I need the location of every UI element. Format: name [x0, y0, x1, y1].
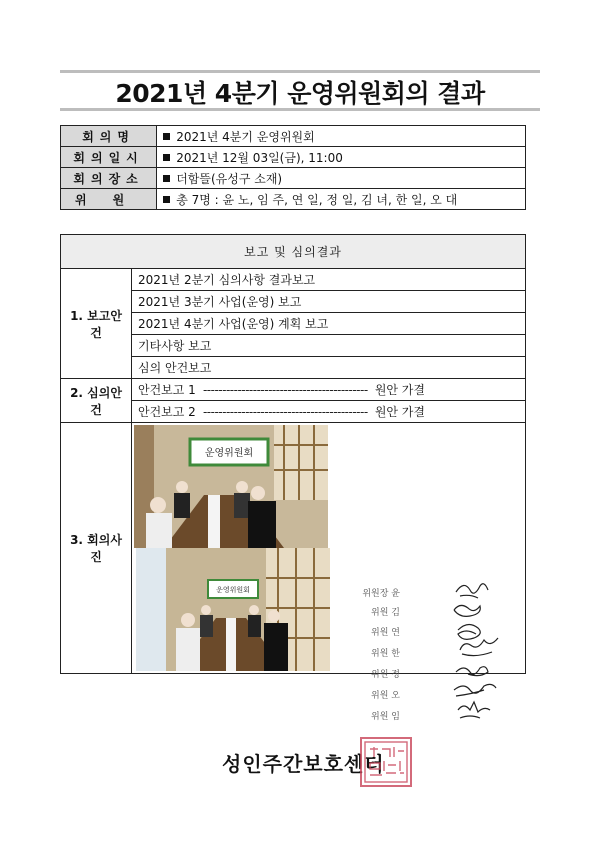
agenda-item — [132, 401, 526, 423]
handwritten-signatures — [450, 578, 530, 728]
section-title: 1. 보고안건 — [61, 269, 132, 379]
signature-label: 위원 임 — [371, 712, 400, 722]
info-value: 2021년 12월 03일(금), 11:00 — [157, 147, 526, 168]
photo-banner-text: 운영위원회 — [204, 448, 254, 459]
organization-name: 성인주간보호센터 — [222, 752, 385, 776]
signature-label: 위원 한 — [371, 649, 400, 659]
report-item: 심의 안건보고 — [132, 357, 526, 379]
section-title: 3. 회의사진 — [61, 423, 132, 674]
signature-label: 위원 연 — [371, 628, 400, 638]
dash-leader: ------------------------------------------- — [199, 383, 371, 397]
agenda-result: 원안 가결 — [374, 383, 425, 397]
official-seal-icon — [360, 737, 412, 787]
bullet-icon — [163, 175, 170, 182]
info-row — [61, 147, 526, 168]
section-title: 2. 심의안건 — [61, 379, 132, 423]
dash-leader: ------------------------------------------- — [199, 405, 371, 419]
report-item: 2021년 4분기 사업(운영) 계획 보고 — [132, 313, 526, 335]
agenda-item — [132, 379, 526, 401]
bullet-icon — [163, 154, 170, 161]
info-label: 회의일시 — [61, 147, 157, 168]
agenda-name: 안건보고 1 — [138, 383, 196, 397]
meeting-photo — [136, 548, 330, 671]
report-item: 2021년 3분기 사업(운영) 보고 — [132, 291, 526, 313]
info-label: 회의장소 — [61, 168, 157, 189]
top-rule — [60, 70, 540, 73]
bullet-icon — [163, 196, 170, 203]
info-value: 더함뜰(유성구 소재) — [157, 168, 526, 189]
info-label: 위원 — [61, 189, 157, 210]
signature-label: 위원장 윤 — [362, 589, 400, 599]
agenda-name: 안건보고 2 — [138, 405, 196, 419]
info-row — [61, 189, 526, 210]
report-item: 기타사항 보고 — [132, 335, 526, 357]
info-label: 회의명 — [61, 126, 157, 147]
results-heading: 보고 및 심의결과 — [61, 235, 526, 269]
signature-label: 위원 오 — [371, 691, 400, 701]
report-item: 2021년 2분기 심의사항 결과보고 — [132, 269, 526, 291]
meeting-photo — [134, 425, 328, 548]
agenda-result: 원안 가결 — [374, 405, 425, 419]
photo-banner-text: 운영위원회 — [216, 586, 250, 594]
meeting-info-table — [60, 125, 526, 210]
info-row — [61, 168, 526, 189]
signature-label: 위원 김 — [371, 608, 400, 618]
signature-label: 위원 정 — [371, 670, 400, 680]
title-underline — [60, 108, 540, 111]
bullet-icon — [163, 133, 170, 140]
info-value: 총 7명 : 윤 노, 임 주, 연 일, 정 일, 김 녀, 한 일, 오 대 — [157, 189, 526, 210]
document-title: 2021년 4분기 운영위원회의 결과 — [115, 79, 485, 108]
info-value: 2021년 4분기 운영위원회 — [157, 126, 526, 147]
info-row — [61, 126, 526, 147]
